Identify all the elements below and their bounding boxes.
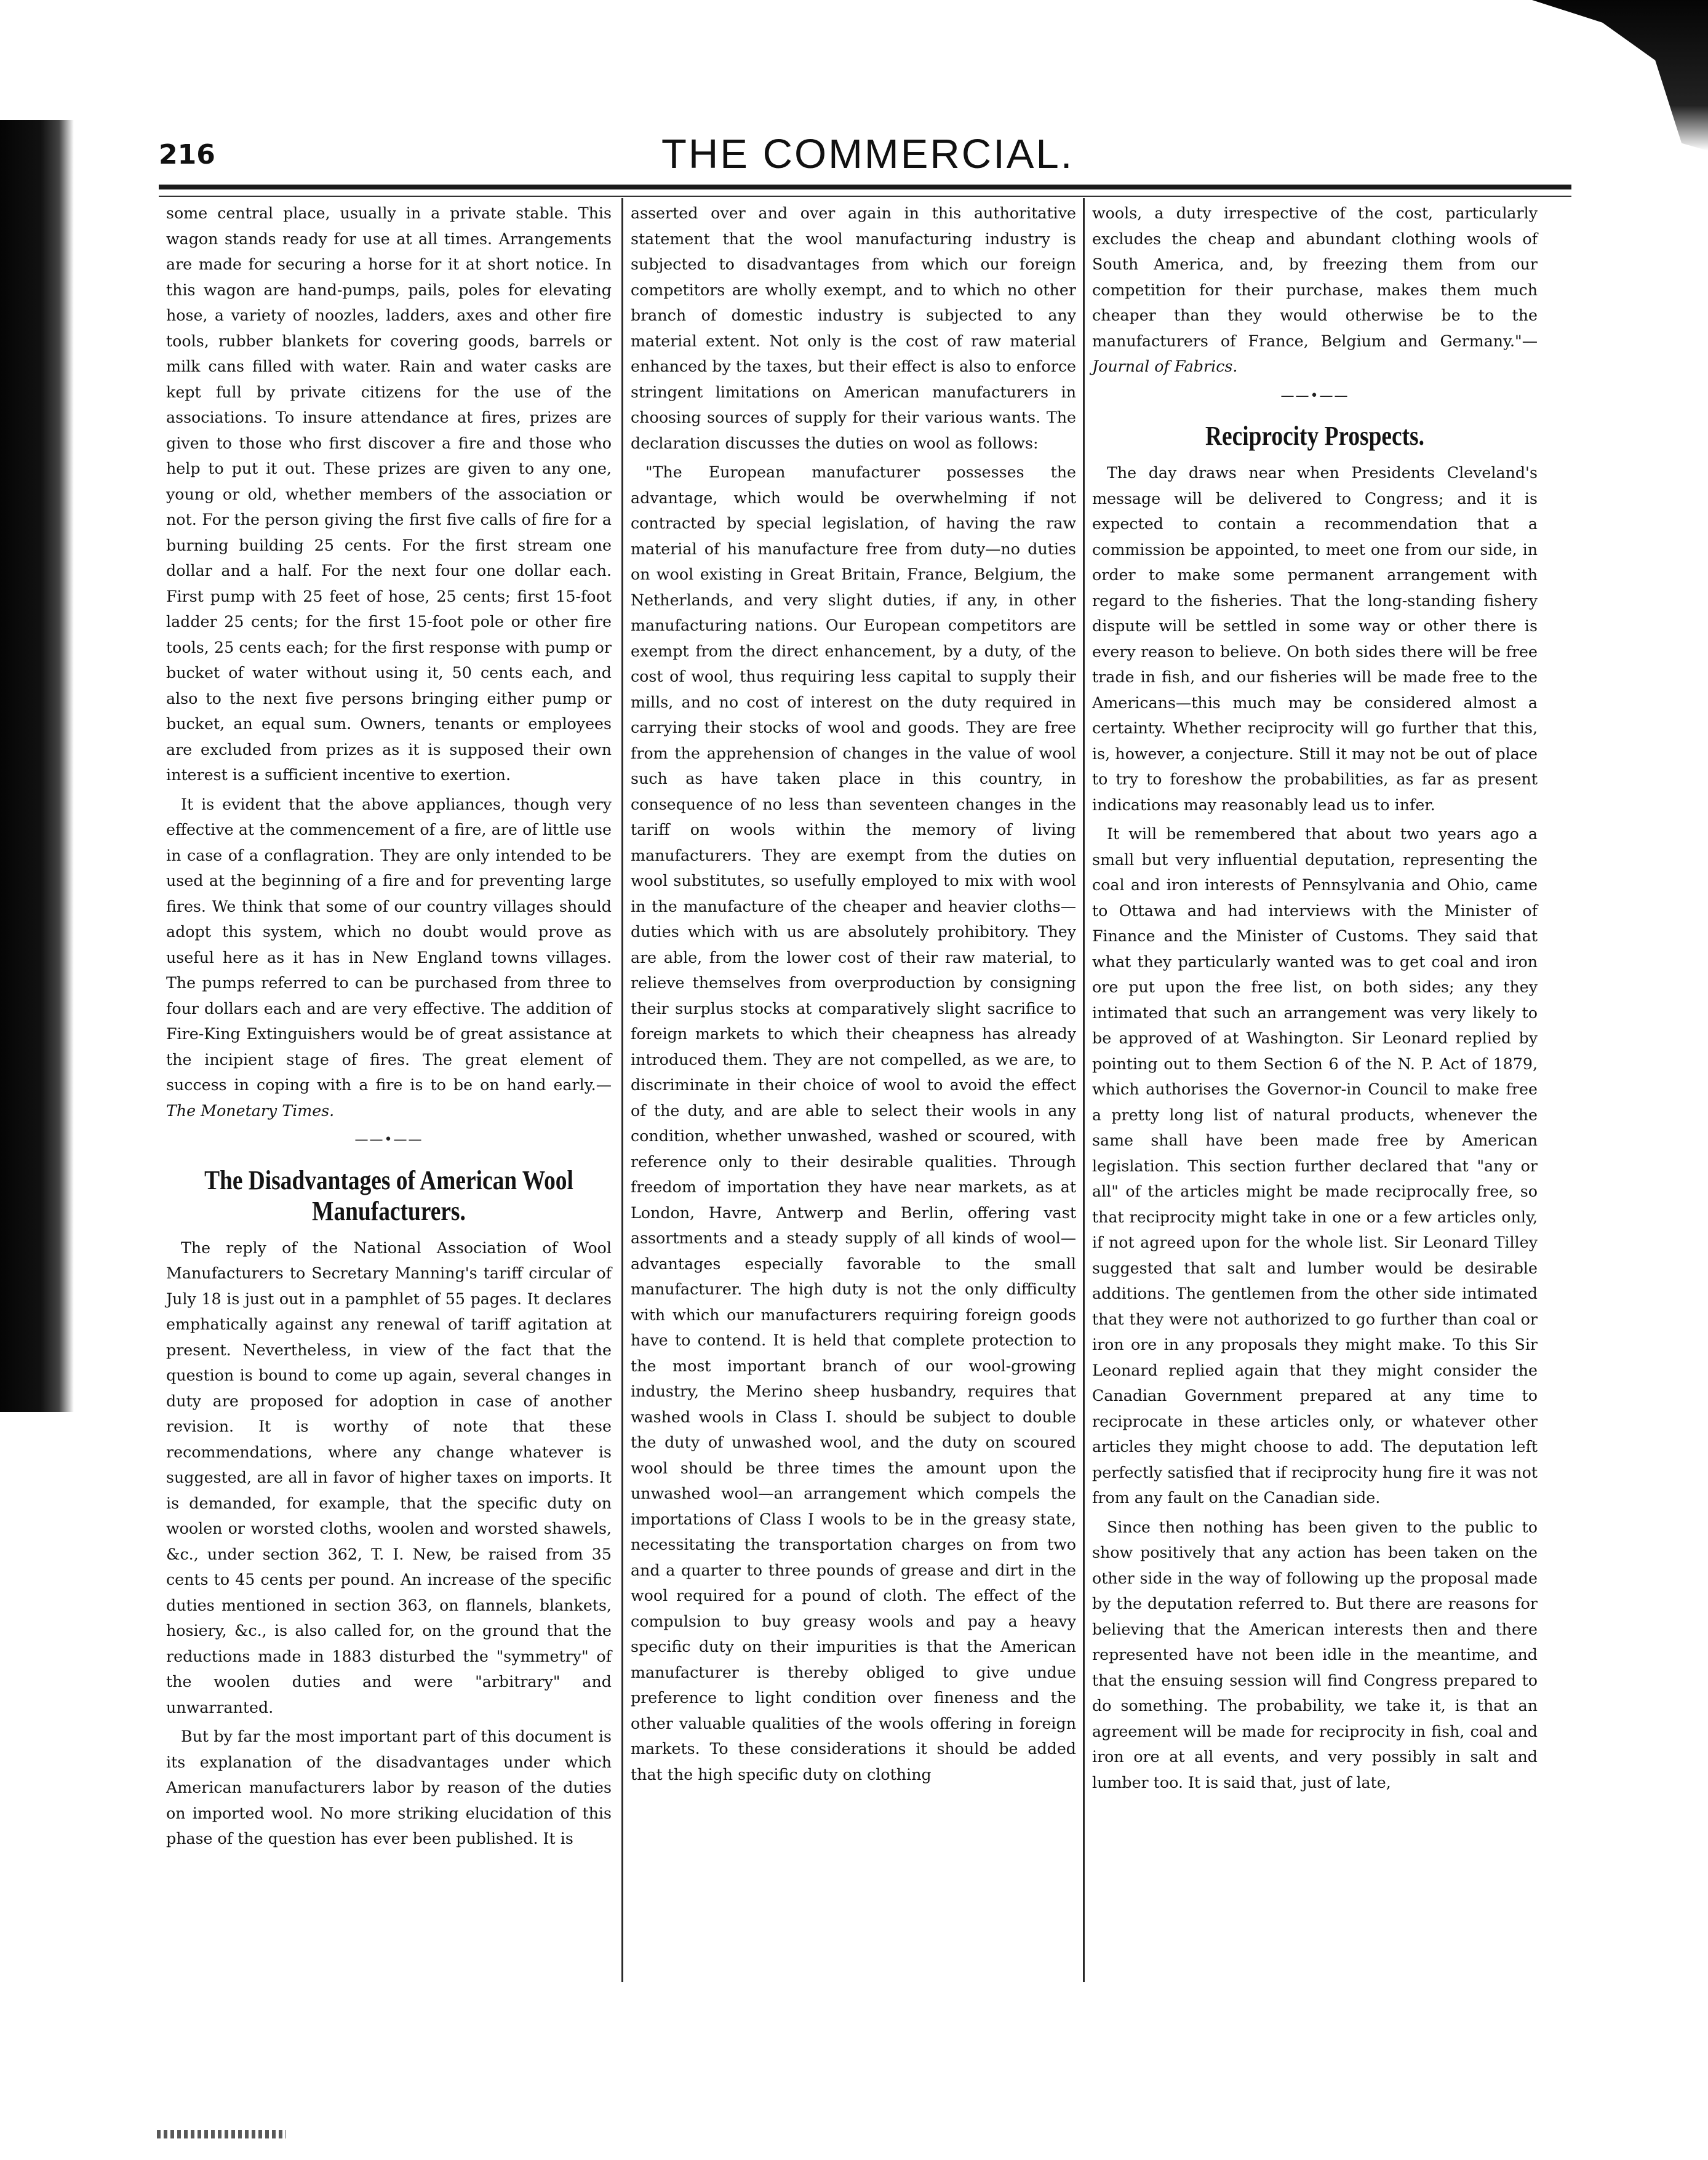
header-rule-thin bbox=[159, 196, 1571, 197]
masthead-title: THE COMMERCIAL. bbox=[661, 131, 1074, 177]
article-separator: ——•—— bbox=[354, 1132, 423, 1147]
paragraph-text: some central place, usually in a private stable. This wagon stands ready for use at all times. Arrangements are made for securing a horse for it at short notice. In this wagon are hand-pumps, pails, poles for elevating hose, a variety of noozles, ladders, axes and other fire tools, rubber blankets for covering goods, barrels or milk cans filled with water. Rain and water casks are kept full by private citizens for the use of the associations. To insure attendance at fires, prizes are given to those who first discover a fire and those who help to put it out. These prizes are given to any one, young or old, whether members of the association or not. For the person giving the first five calls of fire for a burning building 25 cents. For the first stream one dollar and a half. For the next four one dollar each. First pump with 25 feet of hose, 25 cents; first 15-foot ladder 25 cents; for the first 15-foot pole or other fire tools, 25 cents each; for the first response with pump or bucket of water without using it, 50 cents each, and also to the next five persons bringing either pump or bucket, an equal sum. Owners, tenants or employees are excluded from prizes as it is supposed their own interest is a sufficient incentive to exertion. bbox=[166, 204, 612, 784]
paragraph-text: asserted over and over again in this authoritative statement that the wool manufacturing industry is subjected to disadvantages from which our foreign competitors are wholly exempt, and to which no other branch of domestic industry is subjected to any material extent. Not only is the cost of raw material enhanced by the taxes, but their effect is also to enforce stringent limitations on American manufacturers in choosing sources of supply for their various wants. The declaration discusses the duties on wool as follows: bbox=[631, 204, 1076, 452]
paragraph-text: "The European manufacturer possesses the advantage, which would be overwhelming if not contracted by special legislation, of having the raw material of his manufacture free from duty—no duties on wool existing in Great Britain, France, Belgium, the Netherlands, and very slight duties, if any, in other manufacturing nations. Our European competitors are exempt from the direct enhancement, by a duty, of the cost of wool, thus requiring less capital to supply their mills, and no cost of interest on the duty required in carrying their stocks of wool and goods. They are free from the apprehension of changes in the value of wool such as have taken place in this country, in consequence of no less than seventeen changes in the tariff on wools within the memory of living manufacturers. They are exempt from the duties on wool substitutes, so usefully employed to mix with wool in the manufacture of the cheaper and heavier cloths—duties which with us are absolutely prohibitory. They are able, from the lower cost of their raw material, to relieve themselves from overproduction by consigning their surplus stocks at comparatively slight sacrifice to foreign markets to which their cheapness has already introduced them. They are not compelled, as we are, to discriminate in their choice of wool to avoid the effect of the duty, and are able to select their wools in any condition, whether unwashed, washed or scoured, with reference only to their desirable qualities. Through freedom of importation they have near markets, as at London, Havre, Antwerp and Berlin, offering vast assortments and a steady supply of all kinds of wool—advantages especially favorable to the small manufacturer. The high duty is not the only difficulty with which our manufacturers requiring foreign goods have to contend. It is held that complete protection to the most important branch of our wool-growing industry, the Merino sheep husbandry, requires that washed wools in Class I. should be subject to double the duty of unwashed wool, and the duty on scoured wool should be three times the amount upon the unwashed wool—an arrangement which compels the importations of Class I wools to be in the greasy state, necessitating the transportation charges on from two and a quarter to three pounds of grease and dirt in the wool required for a pound of cloth. The effect of the compulsion to buy greasy wools and pay a heavy specific duty on their impurities is that the American manufacturer is thereby obliged to give undue preference to light condition over fineness and the other valuable qualities of the wools offering in foreign markets. To these considerations it should be added that the high specific duty on clothing bbox=[631, 463, 1076, 1783]
article-paragraph bbox=[166, 792, 612, 1124]
article-paragraph bbox=[166, 201, 612, 788]
scan-edge-shadow-left bbox=[0, 120, 74, 1412]
scan-edge-shadow-top-right bbox=[1532, 0, 1708, 151]
source-attribution: The Monetary Times. bbox=[166, 1101, 335, 1120]
paragraph-text: It will be remembered that about two years ago a small but very influential deputation, representing the coal and iron interests of Pennsylvania and Ohio, came to Ottawa and had interviews with the Minister of Finance and the Minister of Customs. They said that what they particularly wanted was to get coal and iron ore put upon the free list, on both sides; any they intimated that such an arrangement was very likely to be approved of at Washington. Sir Leonard replied by pointing out to them Section 6 of the N. P. Act of 1879, which authorises the Governor-in Council to make free a pretty long list of natural products, whenever the same shall have been made free by American legislation. This section further declared that "any or all" of the articles might be made reciprocally free, so that reciprocity might take in one or a few articles only, if not agreed upon for the whole list. Sir Leonard Tilley suggested that salt and lumber would be desirable additions. The gentlemen from the other side intimated that they were not authorized to go further than coal or iron ore in any proposals they might make. To this Sir Leonard replied again that they might consider the Canadian Government prepared at any time to reciprocate in these articles only, or whatever other articles they might choose to add. The deputation left perfectly satisfied that if reciprocity hung fire it was not from any fault on the Canadian side. bbox=[1092, 825, 1538, 1507]
paragraph-text: wools, a duty irrespective of the cost, particularly excludes the cheap and abundant clothing wools of South America, and, by freezing them from our competition for their purchase, makes them much cheaper than they would otherwise be to the manufacturers of France, Belgium and Germany."— bbox=[1092, 204, 1538, 350]
header-rule-thick bbox=[159, 185, 1571, 189]
column-3 bbox=[1092, 201, 1538, 1799]
article-heading: Reciprocity Prospects. bbox=[1205, 421, 1424, 451]
article-paragraph bbox=[631, 201, 1076, 456]
article-paragraph bbox=[1092, 201, 1538, 380]
article-separator: ——•—— bbox=[1280, 388, 1349, 404]
paragraph-text: It is evident that the above appliances, though very effective at the commencement of a fire, are of little use in case of a conflagration. They are only intended to be used at the beginning of a fire and for preventing large fires. We think that some of our country villages should adopt this system, which no doubt would prove as useful here as it has in New England towns villages. The pumps referred to can be purchased from three to four dollars each and are very effective. The addition of Fire-King Extinguishers would be of great assistance at the incipient stage of fires. The great element of success in coping with a fire is to be on hand early.— bbox=[166, 795, 612, 1094]
article-paragraph bbox=[1092, 821, 1538, 1511]
article-paragraph bbox=[1092, 460, 1538, 818]
article-paragraph bbox=[631, 460, 1076, 1787]
column-divider-1 bbox=[621, 198, 623, 1982]
scan-specks bbox=[157, 2130, 286, 2138]
paragraph-text: But by far the most important part of this document is its explanation of the disadvantages under which American manufacturers labor by reason of the duties on imported wool. No more striking elucidation of this phase of the question has ever been published. It is bbox=[166, 1728, 612, 1847]
article-heading: The Disadvantages of American Wool Manufacturers. bbox=[204, 1165, 573, 1226]
column-2 bbox=[631, 201, 1076, 1791]
article-paragraph bbox=[1092, 1515, 1538, 1796]
paragraph-text: Since then nothing has been given to the public to show positively that any action has been taken on the other side in the way of following up the proposal made by the deputation referred to. But there are reasons for believing that the American interests then and there represented have not been idle in the meantime, and that the ensuing session will find Congress prepared to do something. The probability, we take it, is that an agreement will be made for reciprocity in fish, coal and iron ore at all events, and very possibly in salt and lumber too. It is said that, just of late, bbox=[1092, 1518, 1538, 1791]
source-attribution: Journal of Fabrics. bbox=[1092, 357, 1238, 375]
paragraph-text: The reply of the National Association of Wool Manufacturers to Secretary Manning's tariff circular of July 18 is just out in a pamphlet of 55 pages. It declares emphatically against any renewal of tariff agitation at present. Nevertheless, in view of the fact that the question is bound to come up again, several changes in duty are proposed for adoption in case of another revision. It is worthy of note that these recommendations, where any change whatever is suggested, are all in favor of higher taxes on imports. It is demanded, for example, that the specific duty on woolen or worsted cloths, woolen and worsted shawels, &c., under section 362, T. I. New, be raised from 35 cents to 45 cents per pound. An increase of the specific duties mentioned in section 363, on flannels, blankets, hosiery, &c., is also called for, on the ground that the reductions made in 1883 disturbed the "symmetry" of the woolen duties and were "arbitrary" and unwarranted. bbox=[166, 1238, 612, 1716]
paragraph-text: The day draws near when Presidents Cleveland's message will be delivered to Congress; and it is expected to contain a recommendation that a commission be appointed, to meet one from our side, in order to make some permanent arrangement with regard to the fisheries. That the long-standing fishery dispute will be settled in some way or other there is every reason to believe. On both sides there will be free trade in fish, and our fisheries will be made free to the Americans—this much may be considered almost a certainty. Whether reciprocity will go further that this, is, however, a conjecture. Still it may not be out of place to try to foreshow the probabilities, as far as present indications may reasonably lead us to infer. bbox=[1092, 464, 1538, 814]
column-1 bbox=[166, 201, 612, 1855]
article-paragraph bbox=[166, 1235, 612, 1721]
column-divider-2 bbox=[1083, 198, 1085, 1982]
article-paragraph bbox=[166, 1724, 612, 1852]
page-number: 216 bbox=[159, 139, 215, 170]
